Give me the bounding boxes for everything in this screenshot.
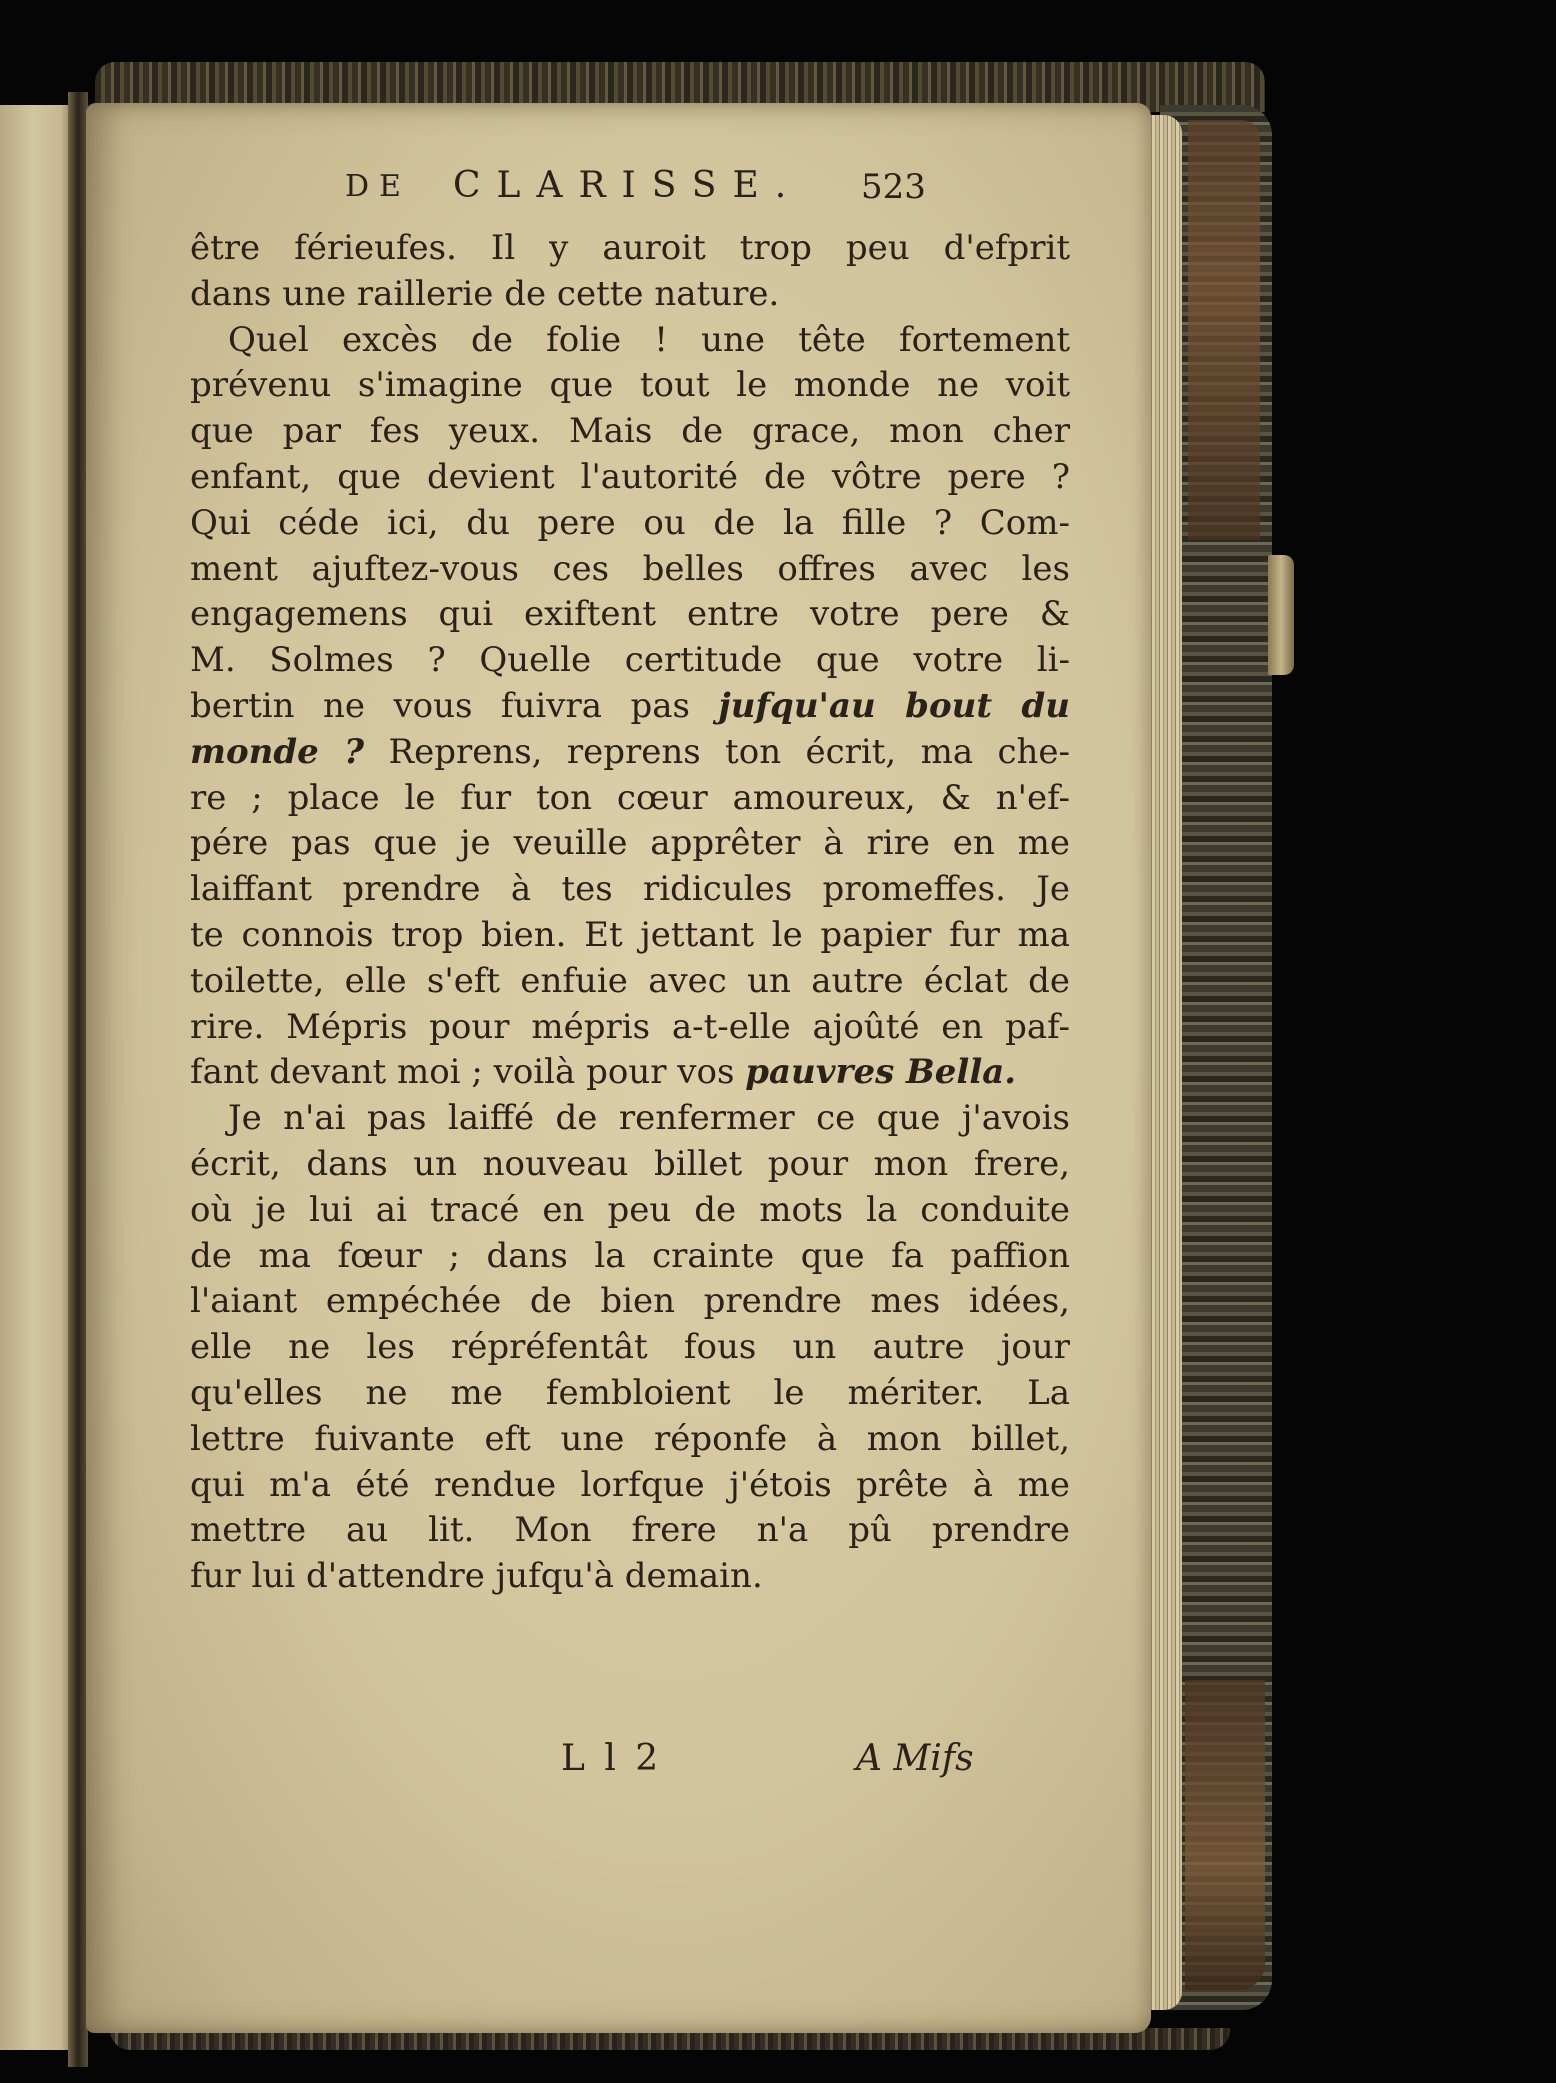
text-line: engagemens qui exiftent entre votre pere & [190, 594, 1070, 635]
running-head [86, 165, 1151, 225]
text-line: M. Solmes ? Quelle certitude que votre li- [190, 640, 1070, 681]
text-line: ment ajuftez-vous ces belles offres avec les [190, 548, 1070, 589]
catchword: A Mifs [856, 1738, 974, 1779]
text-line: toilette, elle s'eft enfuie avec un autre éclat de [190, 960, 1070, 1001]
text-segment: fant devant moi ; voilà pour vos [190, 1052, 735, 1093]
text-line: Je n'ai pas laiffé de renfermer ce que j'avois [228, 1098, 1070, 1139]
page-number: 523 [861, 167, 926, 207]
text-line: où je lui ai tracé en peu de mots la conduite [190, 1189, 1070, 1230]
running-head-title: CLARISSE. [453, 165, 803, 206]
left-page-edge [0, 105, 72, 2050]
text-line [190, 1050, 1070, 1096]
text-line: de ma fœur ; dans la crainte que fa paffion [190, 1235, 1070, 1276]
text-line: dans une raillerie de cette nature. [190, 273, 780, 314]
page-footer [86, 1738, 1151, 1798]
text-line [190, 730, 1070, 776]
italic-phrase: jufqu'au bout du [718, 685, 1071, 726]
text-line: lettre fuivante eft une réponfe à mon billet, [190, 1418, 1070, 1459]
text-line: re ; place le fur ton cœur amoureux, & n'ef- [190, 777, 1070, 818]
leather-corner-bottom [1185, 1680, 1265, 1990]
text-line: mettre au lit. Mon frere n'a pû prendre [190, 1510, 1070, 1551]
signature-mark: L l 2 [561, 1738, 663, 1779]
text-line: prévenu s'imagine que tout le monde ne voit [190, 365, 1070, 406]
book-gutter [68, 92, 88, 2067]
italic-phrase: pauvres Bella. [745, 1052, 1017, 1093]
text-line: qui m'a été rendue lorfque j'étois prête à me [190, 1464, 1070, 1505]
text-line: laiffant prendre à tes ridicules promeffes. Je [190, 869, 1070, 910]
text-line: être férieufes. Il y auroit trop peu d'efprit [190, 228, 1070, 268]
text-line: fur lui d'attendre jufqu'à demain. [190, 1556, 763, 1597]
italic-phrase: monde ? [190, 731, 365, 772]
text-segment: Reprens, reprens ton écrit, ma che- [388, 731, 1070, 772]
text-line: rire. Mépris pour mépris a-t-elle ajoûté en paf- [190, 1006, 1070, 1047]
text-line: pére pas que je veuille apprêter à rire en me [190, 823, 1070, 864]
leather-corner-top [1188, 120, 1260, 540]
book-page [86, 103, 1151, 2033]
text-line: elle ne les répréfentât fous un autre jour [190, 1327, 1070, 1368]
running-head-prefix: DE [345, 169, 411, 204]
text-line: enfant, que devient l'autorité de vôtre pere ? [190, 456, 1070, 497]
page-body [190, 226, 1070, 1600]
text-line: que par fes yeux. Mais de grace, mon cher [190, 411, 1070, 452]
text-line [190, 684, 1070, 730]
text-segment: bertin ne vous fuivra pas [190, 685, 690, 726]
text-line: te connois trop bien. Et jettant le papier fur ma [190, 914, 1070, 955]
text-line: écrit, dans un nouveau billet pour mon frere, [190, 1143, 1070, 1184]
bookmark-tab [1268, 555, 1294, 675]
text-line: l'aiant empéchée de bien prendre mes idées, [190, 1281, 1070, 1322]
text-line: Quel excès de folie ! une tête fortement [228, 319, 1070, 360]
text-line: Qui céde ici, du pere ou de la fille ? Com- [190, 502, 1070, 543]
text-line: qu'elles ne me fembloient le mériter. La [190, 1372, 1070, 1413]
